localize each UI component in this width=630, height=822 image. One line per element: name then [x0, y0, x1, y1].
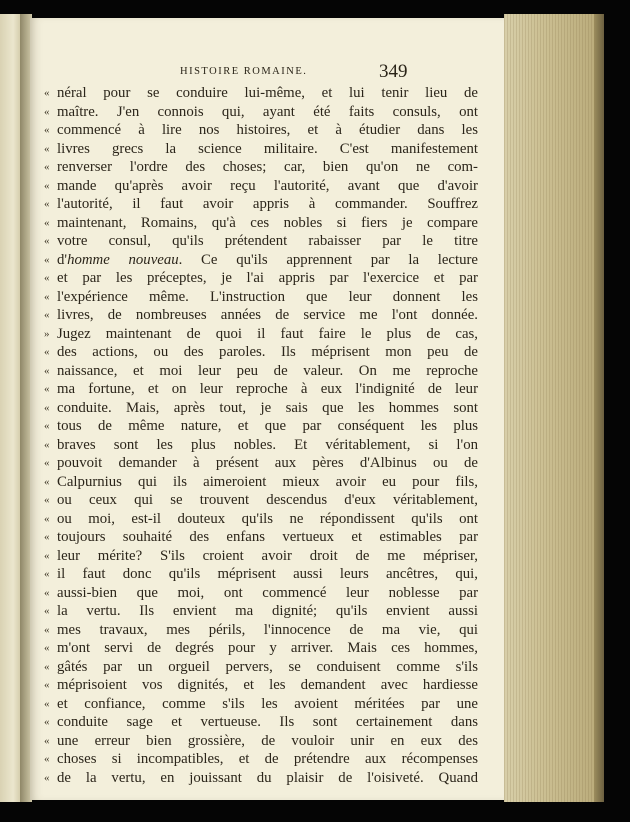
- quotation-mark: «: [44, 586, 50, 599]
- text-line: [44, 288, 484, 307]
- line-text: choses si incompatibles, et de prétendre aux récompenses: [57, 751, 478, 767]
- line-text: ou ceux qui se trouvent descendus d'eux véritablement,: [57, 492, 478, 508]
- line-text: naissance, et moi leur peu de valeur. On me reproche: [57, 362, 478, 379]
- quotation-mark: «: [44, 716, 50, 728]
- line-text: de la vertu, en jouissant du plaisir de l'oisiveté. Quand: [57, 769, 478, 786]
- line-text: aussi-bien que moi, ont commencé leur noblesse par: [57, 584, 478, 601]
- text-line: [44, 676, 484, 695]
- page-number: 349: [379, 61, 408, 82]
- line-text: pouvoit demander à présent aux pères d'Albinus ou de: [57, 455, 478, 471]
- line-text: l'expérience même. L'instruction que leur donnent les: [57, 288, 478, 305]
- text-line: [44, 325, 484, 344]
- text-line: [44, 158, 484, 177]
- line-text: Jugez maintenant de quoi il faut faire le plus de cas,: [57, 325, 478, 342]
- text-line: [44, 343, 484, 362]
- quotation-mark: «: [44, 235, 50, 247]
- line-text: d'homme nouveau. Ce qu'ils apprennent par la lecture: [57, 251, 478, 268]
- text-line: [44, 491, 484, 510]
- quotation-mark: «: [44, 623, 50, 636]
- line-text: méprisoient vos dignités, et les demandent avec hardiesse: [57, 677, 478, 693]
- text-line: [44, 547, 484, 566]
- quotation-mark: «: [44, 605, 50, 617]
- line-text: gâtés par un orgueil pervers, se conduisent comme s'ils: [57, 658, 478, 675]
- quotation-mark: «: [44, 124, 50, 136]
- quotation-mark: «: [44, 309, 50, 321]
- line-text: maintenant, Romains, qu'à ces nobles si fiers je compare: [57, 214, 478, 231]
- line-text: néral pour se conduire lui-même, et lui tenir lieu de: [57, 85, 478, 101]
- line-text: conduite sage et vertueuse. Ils sont certainement dans: [57, 714, 478, 730]
- text-line: [44, 232, 484, 251]
- quotation-mark: «: [44, 383, 50, 395]
- text-line: [44, 380, 484, 399]
- text-line: [44, 695, 484, 714]
- text-line: [44, 510, 484, 529]
- text-line: [44, 195, 484, 214]
- quotation-mark: «: [44, 475, 50, 488]
- running-header: [30, 62, 508, 86]
- line-text: la vertu. Ils envient ma dignité; qu'ils envient aussi: [57, 603, 478, 619]
- quotation-mark: «: [44, 734, 50, 747]
- quotation-mark: «: [44, 420, 50, 432]
- text-line: [44, 769, 484, 788]
- text-line: [44, 121, 484, 140]
- quotation-mark: «: [44, 401, 50, 414]
- line-text: livres grecs la science militaire. C'est manifestement: [57, 140, 478, 157]
- quotation-mark: «: [44, 660, 50, 673]
- line-text: toujours souhaité des enfans vertueux et estimables par: [57, 529, 478, 545]
- text-line: [44, 713, 484, 732]
- line-text: il faut donc qu'ils méprisent aussi leurs ancêtres, qui,: [57, 566, 478, 582]
- text-line: [44, 639, 484, 658]
- line-text: renverser l'ordre des choses; car, bien qu'on ne com-: [57, 159, 478, 175]
- line-text: conduite. Mais, après tout, je sais que les hommes sont: [57, 399, 478, 416]
- line-text: une erreur bien grossière, de vouloir unir en eux des: [57, 732, 478, 749]
- quotation-mark: «: [44, 457, 50, 469]
- text-line: [44, 732, 484, 751]
- quotation-mark: «: [44, 216, 50, 229]
- text-line: [44, 177, 484, 196]
- quotation-mark: «: [44, 346, 50, 358]
- text-line: [44, 565, 484, 584]
- line-text: ou moi, est-il douteux qu'ils ne répondissent qu'ils ont: [57, 510, 478, 527]
- text-line: [44, 251, 484, 270]
- line-text: maître. J'en connois qui, ayant été faits consuls, ont: [57, 103, 478, 120]
- quotation-mark: «: [44, 753, 50, 765]
- text-line: [44, 84, 484, 103]
- quotation-mark: »: [44, 327, 50, 340]
- text-line: [44, 269, 484, 288]
- text-line: [44, 473, 484, 492]
- quotation-mark: «: [44, 512, 50, 525]
- quotation-mark: «: [44, 105, 50, 118]
- line-text: livres, de nombreuses années de service me l'ont donnée.: [57, 307, 478, 323]
- line-text: Calpurnius qui ils aimeroient mieux avoir eu pour fils,: [57, 473, 478, 490]
- quotation-mark: «: [44, 87, 50, 99]
- text-line: [44, 417, 484, 436]
- facing-page-edge: [0, 14, 22, 802]
- quotation-mark: «: [44, 161, 50, 173]
- text-line: [44, 454, 484, 473]
- text-line: [44, 140, 484, 159]
- text-line: [44, 528, 484, 547]
- line-text: l'autorité, il faut avoir appris à commander. Souffrez: [57, 196, 478, 212]
- text-line: [44, 750, 484, 769]
- text-line: [44, 602, 484, 621]
- quotation-mark: «: [44, 531, 50, 543]
- quotation-mark: «: [44, 198, 50, 210]
- line-text: tous de même nature, et que par conséquent les plus: [57, 418, 478, 434]
- quotation-mark: «: [44, 272, 50, 284]
- quotation-mark: «: [44, 253, 50, 266]
- quotation-mark: «: [44, 679, 50, 691]
- quotation-mark: «: [44, 142, 50, 155]
- line-text: des actions, ou des paroles. Ils méprisent mon peu de: [57, 344, 478, 360]
- text-line: [44, 214, 484, 233]
- line-text: votre consul, qu'ils prétendent rabaisser par le titre: [57, 233, 478, 249]
- quotation-mark: «: [44, 549, 50, 562]
- text-line: [44, 306, 484, 325]
- quotation-mark: «: [44, 364, 50, 377]
- quotation-mark: «: [44, 568, 50, 580]
- quotation-mark: «: [44, 771, 50, 784]
- quotation-mark: «: [44, 494, 50, 506]
- quotation-mark: «: [44, 290, 50, 303]
- line-text: mes travaux, mes périls, l'innocence de ma vie, qui: [57, 621, 478, 638]
- quotation-mark: «: [44, 179, 50, 192]
- text-line: [44, 362, 484, 381]
- text-line: [44, 399, 484, 418]
- text-line: [44, 584, 484, 603]
- line-text: mande qu'après avoir reçu l'autorité, avant que d'avoir: [57, 177, 478, 194]
- text-line: [44, 103, 484, 122]
- running-head-title: HISTOIRE ROMAINE.: [180, 66, 308, 77]
- text-line: [44, 621, 484, 640]
- line-text: commencé à lire nos histoires, et à étudier dans les: [57, 122, 478, 138]
- text-line: [44, 436, 484, 455]
- text-line: [44, 658, 484, 677]
- line-text: m'ont servi de degrés pour y arriver. Mais ces hommes,: [57, 640, 478, 656]
- line-text: ma fortune, et on leur reproche à eux l'indignité de leur: [57, 381, 478, 397]
- line-text: et par les préceptes, je l'ai appris par l'exercice et par: [57, 270, 478, 286]
- body-text: [44, 84, 484, 787]
- quotation-mark: «: [44, 697, 50, 710]
- line-text: braves sont les plus nobles. Et véritablement, si l'on: [57, 436, 478, 453]
- page-block-edges: [504, 14, 604, 802]
- line-text: et confiance, comme s'ils les avoient méritées par une: [57, 695, 478, 712]
- quotation-mark: «: [44, 642, 50, 654]
- line-text: leur mérite? S'ils croient avoir droit de me mépriser,: [57, 547, 478, 564]
- quotation-mark: «: [44, 438, 50, 451]
